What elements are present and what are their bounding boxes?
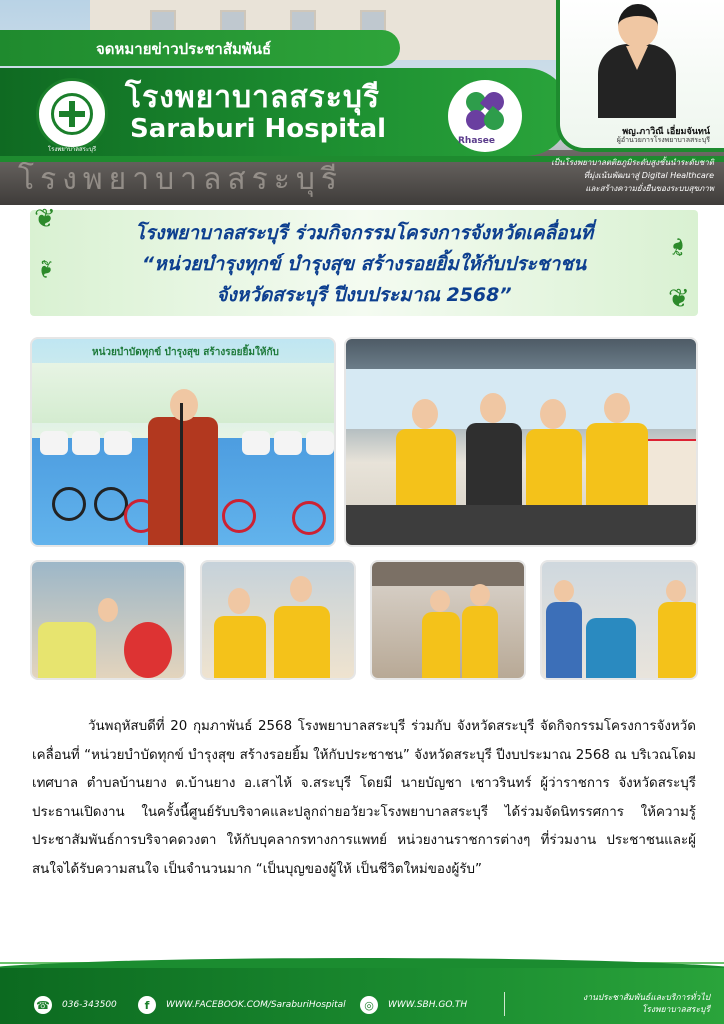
director-face [618,4,658,48]
facebook-icon: f [138,996,156,1014]
phone-icon: ☎ [34,996,52,1014]
hospital-slogan: เป็นโรงพยาบาลตติยภูมิระดับสูงชั้นนำระดับชาติ ที่มุ่งเน้นพัฒนาสู่ Digital Healthcare และสร้างความยั่งยืนของระบบสุขภาพ [551,158,714,193]
photo-activity-2 [200,560,356,680]
director-role: ผู้อำนวยการโรงพยาบาลสระบุรี [616,136,710,144]
footer-department: งานประชาสัมพันธ์และบริการทั่วไป โรงพยาบาลสระบุรี [583,993,710,1015]
director-name: พญ.ภาวิณี เอี่ยมจันทน์ [622,127,710,137]
photo-activity-3 [370,560,526,680]
vine-ornament-icon: ❧ [29,258,60,280]
photo-activity-1 [30,560,186,680]
footer-facebook-link[interactable]: f WWW.FACEBOOK.COM/SaraburiHospital [138,996,346,1014]
hospital-logo-caption: โรงพยาบาลสระบุรี [47,146,97,153]
hospital-name-english: Saraburi Hospital [130,114,387,144]
vine-ornament-icon: ❦ [34,204,56,234]
globe-icon: ◎ [360,996,378,1014]
stone-sign-text: โรงพยาบาลสระบุรี [18,162,344,197]
hospital-name-thai: โรงพยาบาลสระบุรี [125,80,381,115]
footer-website-link[interactable]: ◎ WWW.SBH.GO.TH [360,996,467,1014]
headline: โรงพยาบาลสระบุรี ร่วมกิจกรรมโครงการจังหวัดเคลื่อนที่ “หน่วยบำรุงทุกข์ บำรุงสุข สร้างรอยยิ้มให้กับประชาชน จังหวัดสระบุรี ปีงบประมาณ 2568” [134,222,594,306]
photo-exhibition-staff [344,337,698,547]
photo-banner-text: หน่วยบำบัดทุกข์ บำรุงสุข สร้างรอยยิ้มให้กับ [92,347,279,358]
vine-ornament-icon: ❦ [668,284,690,314]
vine-ornament-icon: ❧ [663,236,694,258]
photo-activity-4 [540,560,698,680]
newsletter-tag-label: จดหมายข่าวประชาสัมพันธ์ [96,40,272,58]
hospital-logo [36,78,108,150]
partner-logo-text: Rhasee [458,136,495,146]
footer-phone[interactable]: ☎ 036-343500 [34,996,117,1014]
photo-governor-speech [30,337,336,547]
article-body: วันพฤหัสบดีที่ 20 กุมภาพันธ์ 2568 โรงพยาบาลสระบุรี ร่วมกับ จังหวัดสระบุรี จัดกิจกรรมโครงการจังหวัดเคลื่อนที่ “หน่วยบำบัดทุกข์ บำรุงสุข สร้างรอยยิ้ม ให้กับประชาชน” จังหวัดสระบุรี ปีงบประมาณ 2568 ณ บริเวณโดมเทศบาล ตำบลบ้านยาง ต.บ้านยาง อ.เสาไห้ จ.สระบุรี โดยมี นายบัญชา เชาวรินทร์ ผู้ว่าราชการ จังหวัดสระบุรี ประธานเปิดงาน ในครั้งนี้ศูนย์รับบริจาคและปลูกถ่ายอวัยวะโรงพยาบาลสระบุรี ได้ร่วมจัดนิทรรศการ ให้ความรู้ประชาสัมพันธ์การบริจาคดวงตา ให้กับบุคลากรทางการแพทย์ หน่วยงานราชการต่างๆ ที่ร่วมงาน ประชาชนและผู้สนใจได้รับความสนใจ เป็นจำนวนมาก “เป็นบุญของผู้ให้ เป็นชีวิตใหม่ของผู้รับ” [32,719,696,877]
